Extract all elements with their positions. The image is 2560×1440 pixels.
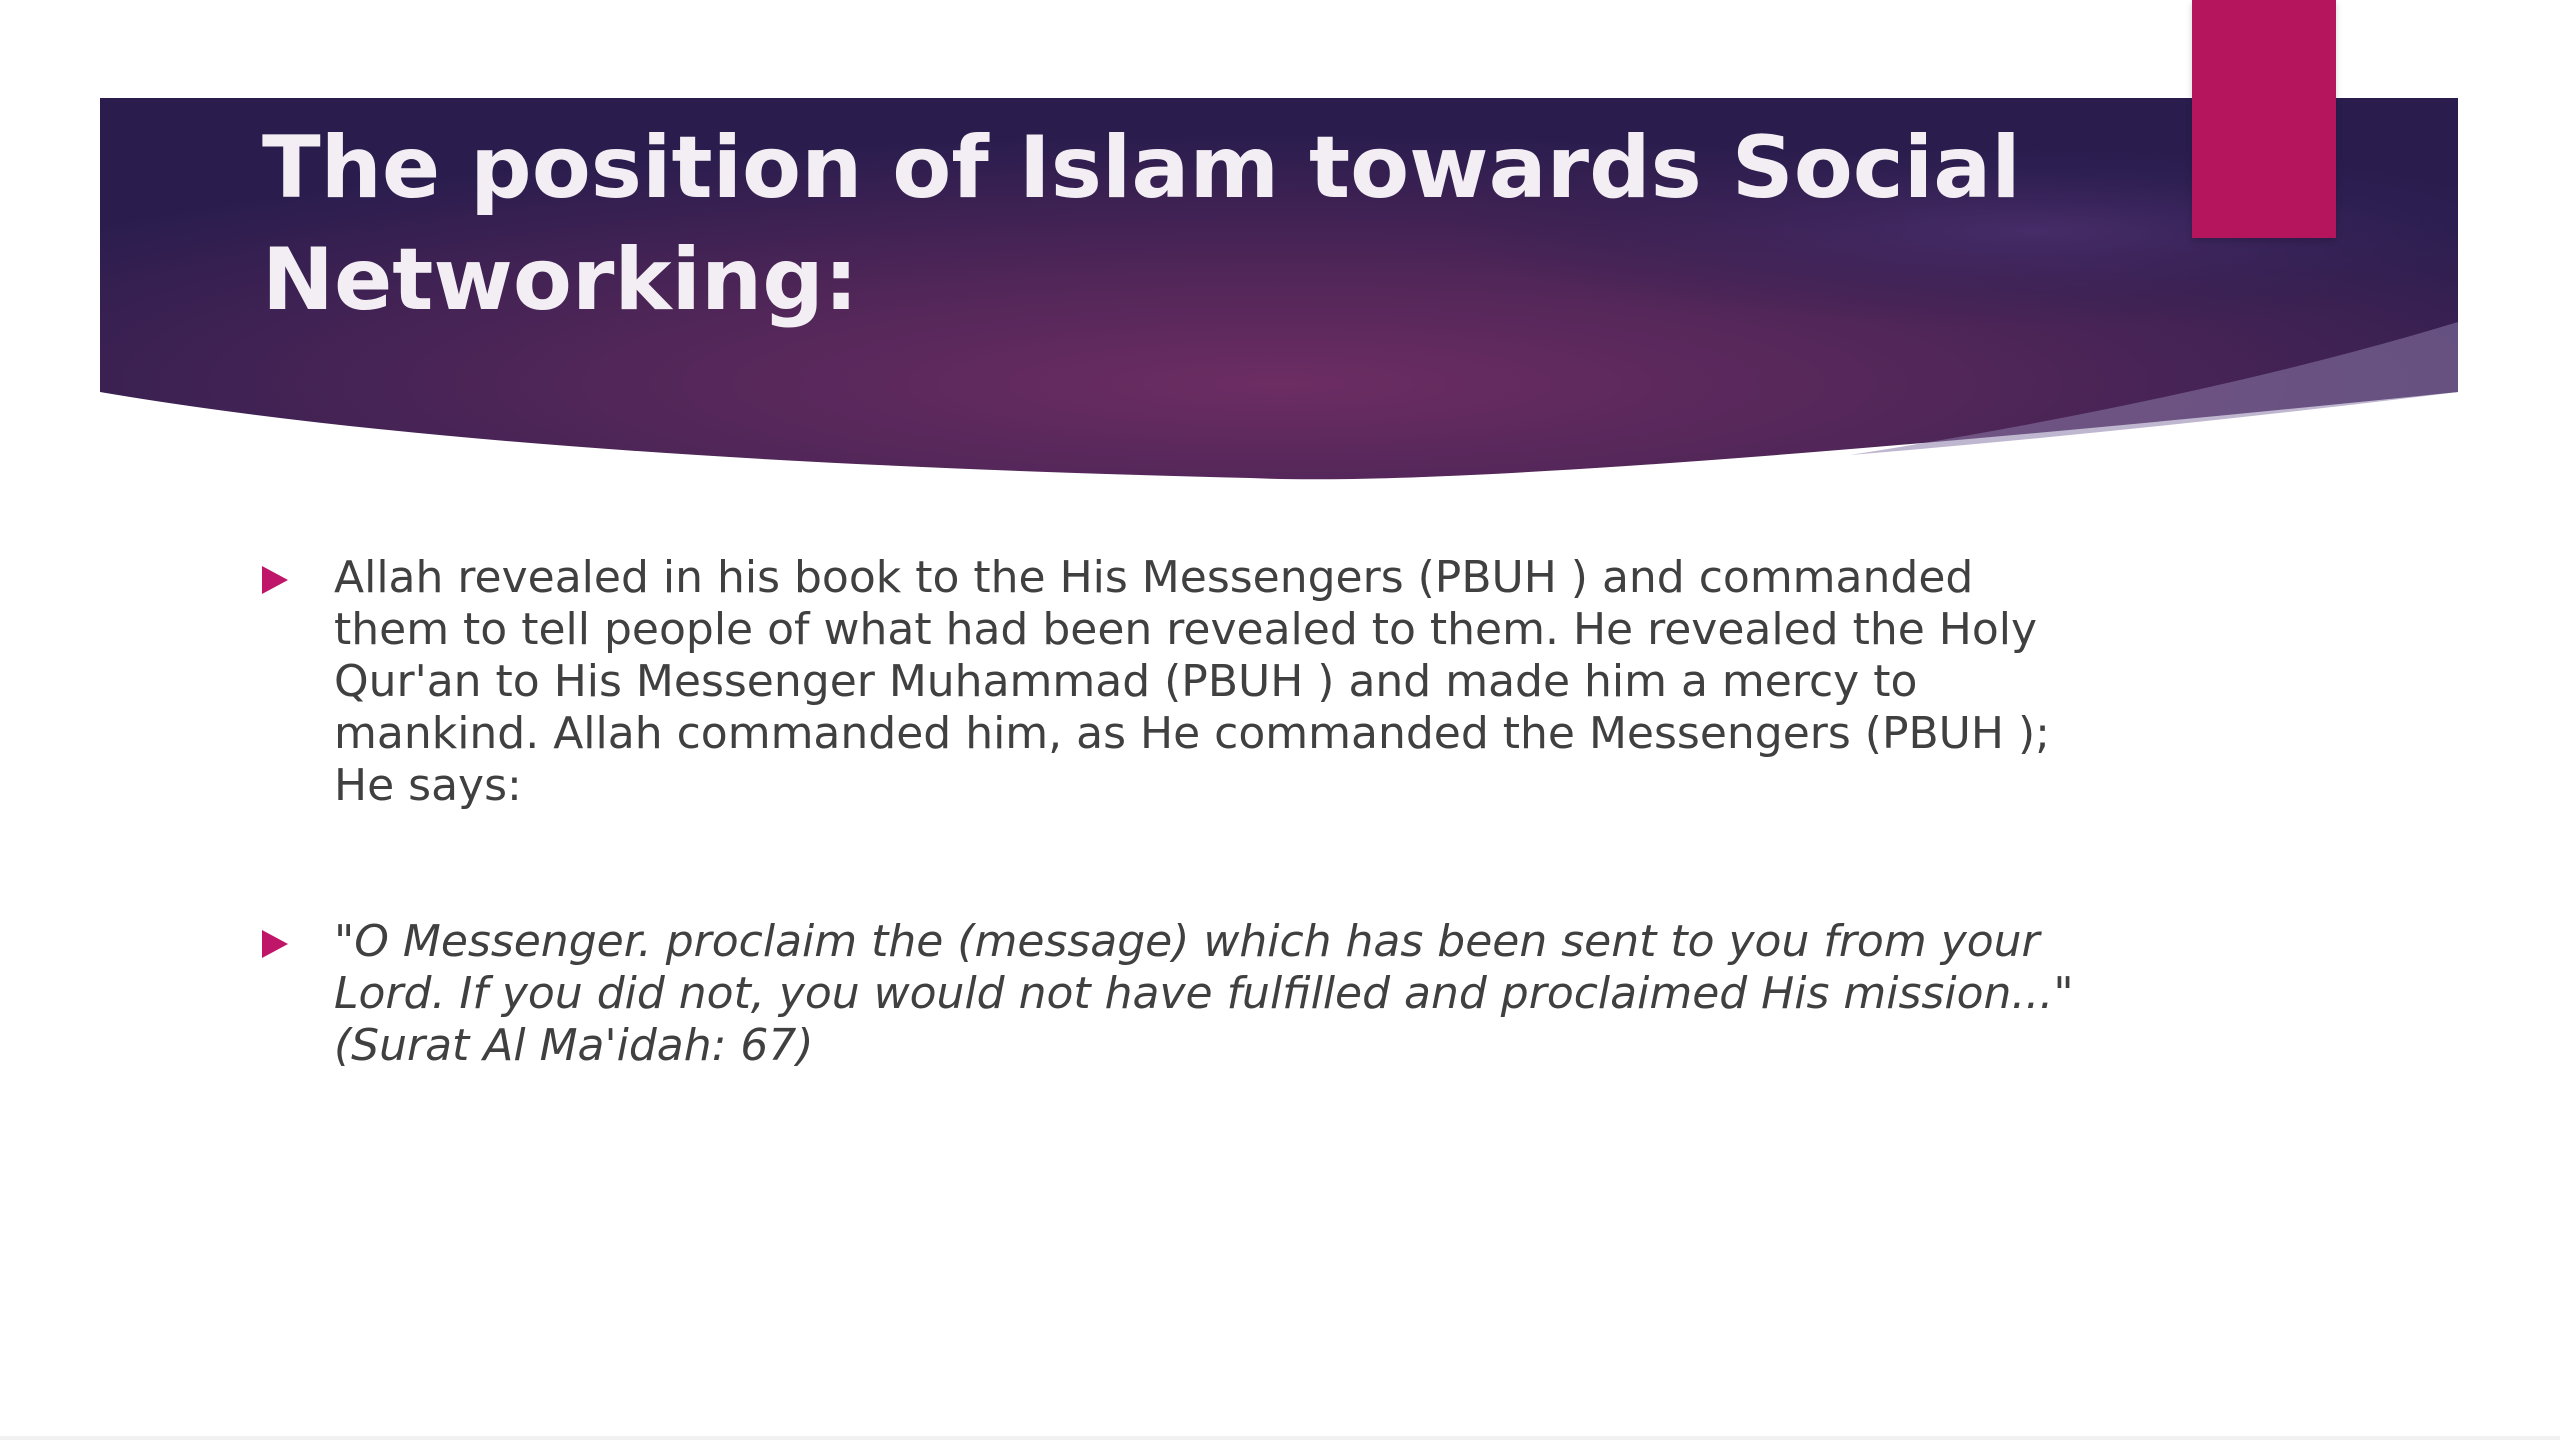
accent-tab (2192, 0, 2336, 238)
bullet-text: Allah revealed in his book to the His Messengers (PBUH ) and commanded them to tell people of what had been revealed to them. He revealed the Holy Qur'an to His Messenger Muhammad (PBUH ) and made him a mercy to mankind. Allah commanded him, as He commanded the Messengers (PBUH ); He says: (334, 552, 2050, 811)
bullet-arrow-icon (262, 566, 288, 594)
bottom-divider (0, 1436, 2560, 1440)
bullet-item-quote (262, 916, 2082, 1072)
quote-text: "O Messenger. proclaim the (message) which has been sent to you from your Lord. If you did not, you would not have fulfilled and proclaimed His mission..." (Surat Al Ma'idah: 67) (334, 916, 2074, 1071)
bullet-list (262, 552, 2082, 1072)
bullet-item (262, 552, 2082, 812)
slide-title: The position of Islam towards Social Networking: (262, 118, 2021, 330)
bullet-arrow-icon (262, 930, 288, 958)
